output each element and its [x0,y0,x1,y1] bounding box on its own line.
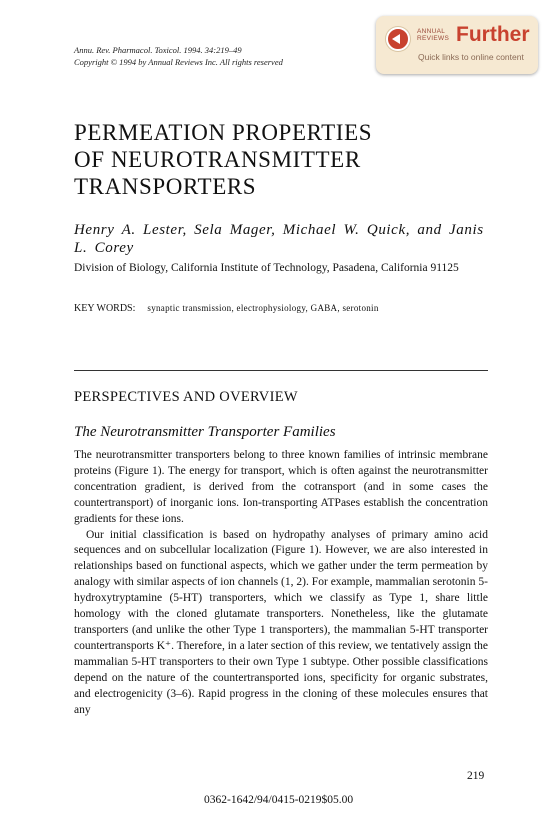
copyright-line: Copyright © 1994 by Annual Reviews Inc. All rights reserved [74,57,283,67]
title-line: PERMEATION PROPERTIES [74,120,373,145]
keywords-label: KEY WORDS: [74,303,136,314]
keywords-list: synaptic transmission, electrophysiology, GABA, serotonin [147,303,379,313]
badge-annual-text: ANNUAL [417,28,446,35]
keywords-line [74,303,379,314]
journal-reference: Annu. Rev. Pharmacol. Toxicol. 1994. 34:219–49 [74,45,242,55]
affiliation: Division of Biology, California Institute of Technology, Pasadena, California 91125 [74,262,459,274]
badge-reviews-text: REVIEWS [417,35,450,42]
title-line: TRANSPORTERS [74,174,257,199]
badge-subtitle: Quick links to online content [418,52,524,62]
body-paragraph: The neurotransmitter transporters belong to three known families of intrinsic membrane proteins (Figure 1). The energy for transport, which is often against the neurotransmitter concentration gradient, is derived from the cotransport (and in some cases the countertransport) of inorganic ions. Ion-transporting ATPases establish the concentration gradients for these ions. [74,449,488,525]
section-divider [74,370,488,371]
author-list: Henry A. Lester, Sela Mager, Michael W. Quick, and Janis L. Corey [74,222,484,256]
subsection-heading: The Neurotransmitter Transporter Families [74,424,336,440]
article-code: 0362-1642/94/0415-0219$05.00 [204,794,354,806]
badge-further-text: Further [456,23,530,46]
play-arrow-icon [386,27,410,51]
body-text [74,448,488,718]
page-number: 219 [467,770,485,782]
journal-citation [74,44,283,68]
section-heading: PERSPECTIVES AND OVERVIEW [74,389,298,405]
article-title [74,119,372,200]
body-paragraph: Our initial classification is based on hydropathy analyses of primary amino acid sequences and on subcellular localization (Figure 1). However, we are also interested in relationships based on functional aspects, which we gather under the term permeation by analogy with similar aspects of ion channels (1, 2). For example, mammalian serotonin 5-hydroxytryptamine (5-HT) transporters, which we classify as Type 1, share little homology with the cloned glutamate transporters. Nonetheless, like the glutamate transporters (and unlike the other Type 1 transporters), the mammalian 5-HT transporter countertransports K⁺. Therefore, in a later section of this review, we tentatively assign the mammalian 5-HT transporters to their own Type 1 subtype. Other possible classifications depend on the nature of the countertransported ions, specificity for organic substrates, and electrogenicity (3–6). Rapid progress in the cloning of these molecules ensures that any [74,528,488,716]
badge-brand [417,28,449,42]
title-line: OF NEUROTRANSMITTER [74,147,361,172]
further-annual-reviews-badge[interactable] [376,16,538,74]
